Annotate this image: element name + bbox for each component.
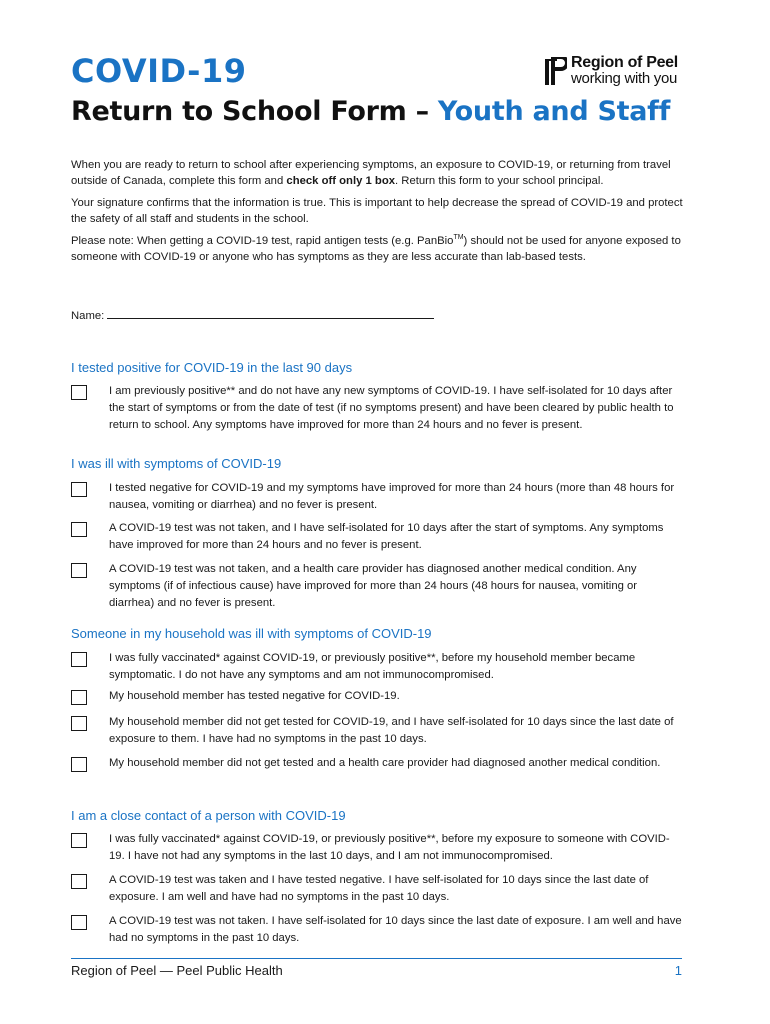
covid-title: COVID-19 [71, 52, 247, 90]
checkbox-label: I was fully vaccinated* against COVID-19, or previously positive**, before my exposure to someone with COVID-19. I have not had any symptoms in the last 10 days, and I am not immunocompromised. [109, 833, 670, 862]
checkbox-label: A COVID-19 test was taken and I have tested negative. I have self-isolated for 10 days since the last date of exposure. I am well and have had no symptoms in the past 10 days. [109, 874, 649, 903]
page-header [71, 52, 691, 142]
checkbox[interactable] [71, 915, 87, 930]
checkbox-label: A COVID-19 test was not taken. I have self-isolated for 10 days since the last date of exposure. I am well and have had no symptoms in the past 10 days. [109, 915, 682, 944]
checkbox[interactable] [71, 716, 87, 731]
region-of-peel-logo [545, 54, 691, 88]
checkbox-label: My household member did not get tested for COVID-19, and I have self-isolated for 10 days since the last date of exposure to them. I have had no symptoms in the past 10 days. [109, 716, 674, 745]
trademark-sup: TM [453, 234, 464, 242]
checkbox-label: A COVID-19 test was not taken, and I have self-isolated for 10 days after the start of symptoms. Any symptoms have improved for more than 24 hours and no fever is present. [109, 522, 664, 551]
checkbox-label: I am previously positive** and do not have any new symptoms of COVID-19. I have self-isolated for 10 days after the start of symptoms or from the date of test (if no symptoms present) and have been cleared by public health to return to school. Any symptoms have improved for more than 24 hours and no fever is present. [109, 385, 674, 431]
section-heading-tested-positive: I tested positive for COVID-19 in the last 90 days [71, 360, 353, 375]
intro-p3-text-end: ) should not be used for anyone exposed to someone with COVID-19 or anyone who has symptoms as they are less accurate than lab-based tests. [71, 235, 681, 263]
checkbox[interactable] [71, 874, 87, 889]
intro-p1-text: When you are ready to return to school after experiencing symptoms, an exposure to COVID-19, or returning from travel outside of Canada, complete this form and [71, 159, 671, 187]
checkbox[interactable] [71, 690, 87, 705]
intro-p1-bold: check off only 1 box [286, 175, 396, 187]
intro-p1-text-end: . Return this form to your school principal. [395, 175, 604, 187]
intro-paragraph-1 [71, 157, 686, 189]
name-label: Name: [71, 310, 108, 322]
checkbox[interactable] [71, 757, 87, 772]
checkbox-label: My household member did not get tested and a health care provider had diagnosed another medical condition. [109, 757, 661, 769]
form-title-main: Return to School Form – [71, 96, 438, 127]
checkbox[interactable] [71, 833, 87, 848]
page-footer [71, 958, 682, 980]
form-title [71, 96, 670, 127]
section-heading-household-ill: Someone in my household was ill with symptoms of COVID-19 [71, 626, 432, 641]
section-heading-close-contact: I am a close contact of a person with COVID-19 [71, 808, 346, 823]
checkbox-label: My household member has tested negative for COVID-19. [109, 690, 400, 702]
section-heading-ill-symptoms: I was ill with symptoms of COVID-19 [71, 456, 282, 471]
form-title-accent: Youth and Staff [437, 96, 671, 127]
checkbox[interactable] [71, 563, 87, 578]
intro-p3-text: Please note: When getting a COVID-19 test, rapid antigen tests (e.g. PanBio [71, 235, 454, 247]
checkbox[interactable] [71, 652, 87, 667]
checkbox-label: I was fully vaccinated* against COVID-19, or previously positive**, before my household member became symptomatic. I do not have any symptoms and am not immunocompromised. [109, 652, 636, 681]
checkbox[interactable] [71, 482, 87, 497]
footer-organization: Region of Peel — Peel Public Health [71, 963, 283, 978]
name-field-row [71, 309, 434, 322]
checkbox-label: I tested negative for COVID-19 and my symptoms have improved for more than 24 hours (more than 48 hours for nausea, vomiting or diarrhea) and no fever is present. [109, 482, 675, 511]
logo-text-tagline: working with you [571, 70, 678, 87]
region-of-peel-logo-icon [545, 57, 567, 85]
page-number: 1 [674, 963, 682, 978]
checkbox[interactable] [71, 385, 87, 400]
intro-paragraph-2: Your signature confirms that the information is true. This is important to help decrease the spread of COVID-19 and protect the safety of all staff and students in the school. [71, 197, 683, 225]
logo-text-region: Region of Peel [571, 54, 678, 71]
intro-paragraph-3 [71, 233, 686, 265]
checkbox-label: A COVID-19 test was not taken, and a health care provider has diagnosed another medical condition. Any symptoms (if of infectious cause) have improved for more than 24 hours (48 hours for nausea, vomiting or diarrhea) and no fever is present. [109, 563, 638, 609]
checkbox[interactable] [71, 522, 87, 537]
intro-text [71, 157, 686, 271]
name-field[interactable] [107, 309, 434, 319]
